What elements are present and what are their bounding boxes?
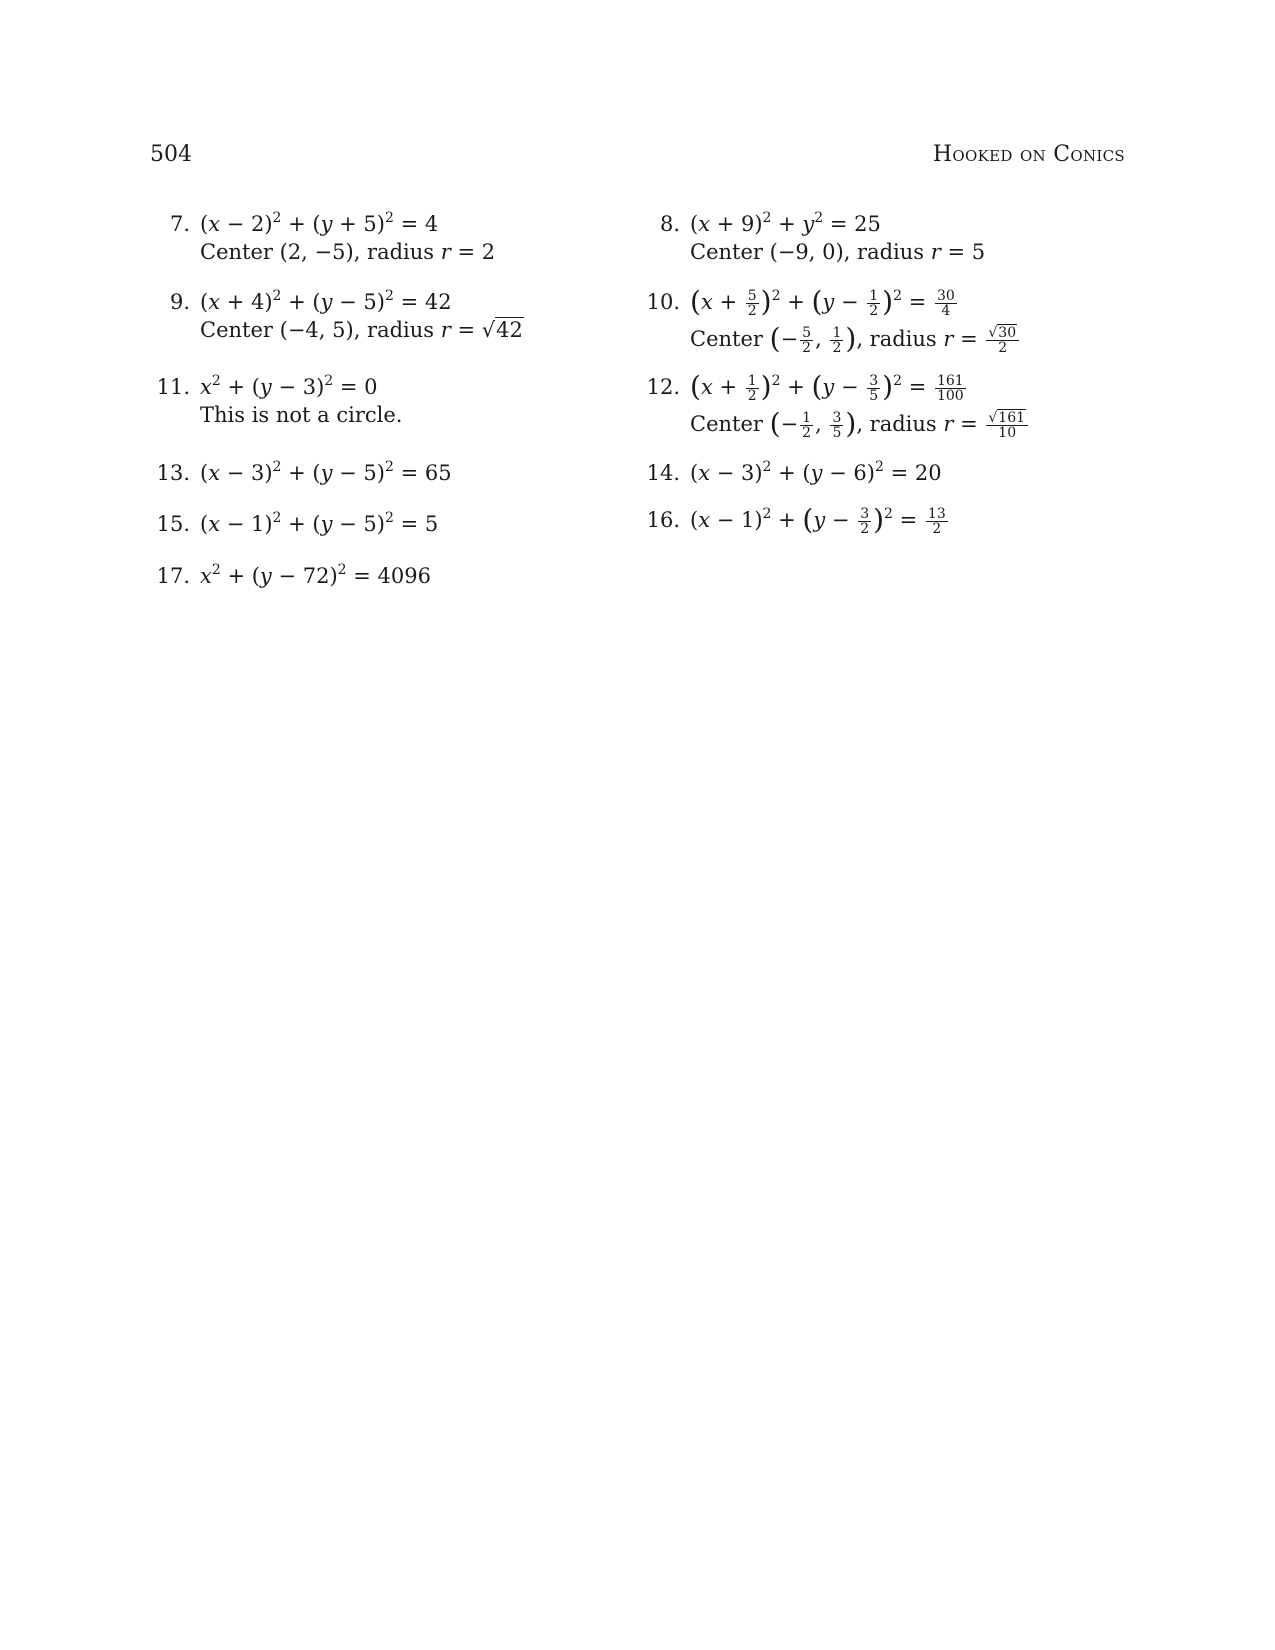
equation: $(x - 2)^2 + (y + 5)^2 = 4$ [200,210,439,236]
solution-line: Center (− $\frac{5}{2}$ , $\frac{1}{2}$ ), radius r = $\frac{√30}{2}$ [690,326,1021,354]
radius-value: 5 [971,240,986,264]
note: This is not a circle. [200,403,403,427]
center-value: (−4, 5) [279,318,354,342]
equation: $x^2 + (y - 72)^2 = 4096$ [200,562,431,588]
radius-word: , radius [843,240,925,264]
problem-number: 11. [156,375,190,399]
radius-value: 2 [481,240,496,264]
center-word: Center [200,240,273,264]
radius-word: , radius [353,240,435,264]
center-value: (−9, 0) [769,240,844,264]
equation: $(x - 3)^2 + (y - 6)^2 = 20$ [690,459,942,485]
radius-word: , radius [856,412,937,436]
solution-line: Center (−9, 0), radius r = 5 [690,240,986,264]
equation: $(x - 1)^2 + (y$ − $\frac{3}{2}$ )$^2$ = $\frac{13}{2}$ [690,503,946,537]
problem-number: 10. [646,290,680,314]
problem-number: 12. [646,375,680,399]
problem-number: 8. [659,212,680,236]
center-word: Center [690,412,763,436]
radius-value: 42 [496,318,523,342]
square-root: √42 [481,318,523,342]
equation: $(x + 9)^2 + y^2 = 25$ [690,210,881,236]
equation: $x^2 + (y - 3)^2 = 0$ [200,373,378,399]
solution-line: Center (2, −5), radius r = 2 [200,240,496,264]
equation: $(x - 3)^2 + (y - 5)^2 = 65$ [200,459,452,485]
center-word: Center [200,318,273,342]
equation: (x + $\frac{1}{2}$ )$^2$ + (y − $\frac{3}{5}$ )$^2$ = $\frac{161}{100}$ [690,370,964,404]
problem-number: 17. [156,564,190,588]
problem-number: 9. [169,290,190,314]
radius-word: , radius [353,318,435,342]
problem-number: 7. [169,212,190,236]
equation: (x + $\frac{5}{2}$ )$^2$ + (y − $\frac{1}{2}$ )$^2$ = $\frac{30}{4}$ [690,285,955,319]
page-number: 504 [150,142,192,167]
problem-number: 15. [156,512,190,536]
center-value: (2, −5) [279,240,354,264]
solution-line: Center (−4, 5), radius r = √42 [200,318,523,342]
problem-number: 14. [646,461,680,485]
problem-number: 13. [156,461,190,485]
center-word: Center [690,327,763,351]
equation: $(x - 1)^2 + (y - 5)^2 = 5$ [200,510,439,536]
equation: $(x + 4)^2 + (y - 5)^2 = 42$ [200,288,452,314]
center-word: Center [690,240,763,264]
running-title: Hooked on Conics [932,142,1125,167]
problem-number: 16. [646,508,680,532]
solution-line: Center (− $\frac{1}{2}$ , $\frac{3}{5}$ ), radius r = $\frac{√161}{10}$ [690,411,1030,439]
radius-word: , radius [856,327,937,351]
